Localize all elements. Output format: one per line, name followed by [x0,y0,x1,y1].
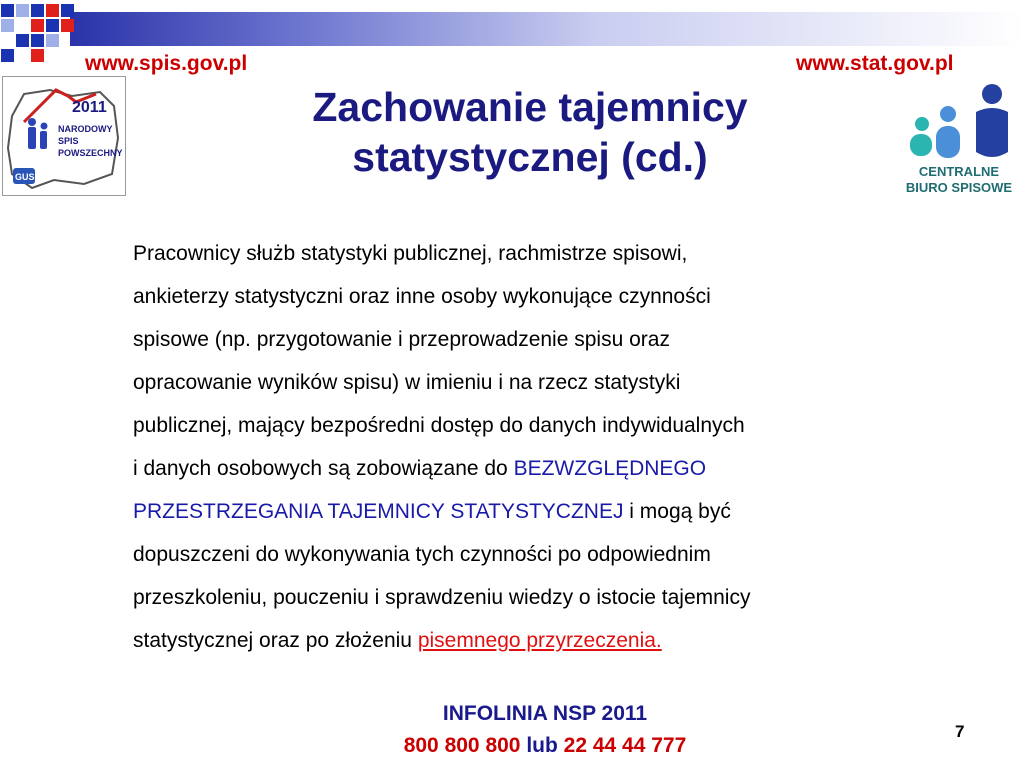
paragraph-line [133,490,993,533]
paragraph-line: przeszkoleniu, pouczeniu i sprawdzeniu wiedzy o istocie tajemnicy [133,586,751,609]
paragraph-line: dopuszczeni do wykonywania tych czynności po odpowiednim [133,543,711,566]
page-number: 7 [955,722,965,741]
paragraph-line: publicznej, mający bezpośredni dostęp do danych indywidualnych [133,414,745,437]
title-line-2: statystycznej (cd.) [352,134,708,180]
phone-separator: lub [520,734,564,757]
paragraph-text: statystycznej oraz po złożeniu [133,629,418,652]
main-paragraph [133,232,993,662]
paragraph-line [133,447,993,490]
svg-text:2011: 2011 [72,99,107,116]
infoline-title: INFOLINIA NSP 2011 [442,702,648,725]
svg-text:GUS: GUS [15,172,35,182]
paragraph-line: opracowanie wyników spisu) w imieniu i na rzecz statystyki [133,371,681,394]
infoline-numbers [380,730,710,762]
phone-number-2: 22 44 44 777 [563,734,687,757]
paragraph-line: Pracownicy służb statystyki publicznej, rachmistrze spisowi, [133,242,688,265]
stat-website-link[interactable]: www.stat.gov.pl [796,52,954,75]
nsp-2011-logo [2,76,126,196]
infoline-footer [380,698,710,762]
paragraph-text: i mogą być [623,500,731,523]
centralne-biuro-spisowe-logo [896,84,1022,202]
svg-text:NARODOWY: NARODOWY [58,124,113,134]
title-line-1: Zachowanie tajemnicy [312,84,748,130]
emphasis-blue: BEZWZGLĘDNEGO [513,457,707,480]
paragraph-text: i danych osobowych są zobowiązane do [133,457,514,480]
svg-text:POWSZECHNY: POWSZECHNY [58,148,123,158]
emphasis-blue: PRZESTRZEGANIA TAJEMNICY STATYSTYCZNEJ [133,500,624,523]
svg-text:CENTRALNE: CENTRALNE [918,164,1000,179]
written-pledge-link[interactable]: pisemnego przyrzeczenia. [417,629,662,652]
page-title [260,82,800,182]
svg-text:SPIS: SPIS [58,136,79,146]
svg-text:BIURO SPISOWE: BIURO SPISOWE [905,180,1013,195]
paragraph-line [133,619,993,662]
phone-number-1: 800 800 800 [403,734,521,757]
spis-website-link[interactable]: www.spis.gov.pl [85,52,248,75]
paragraph-line: spisowe (np. przygotowanie i przeprowadzenie spisu oraz [133,328,670,351]
paragraph-line: ankieterzy statystyczni oraz inne osoby wykonujące czynności [133,285,711,308]
header-gradient-bar [70,12,1024,46]
